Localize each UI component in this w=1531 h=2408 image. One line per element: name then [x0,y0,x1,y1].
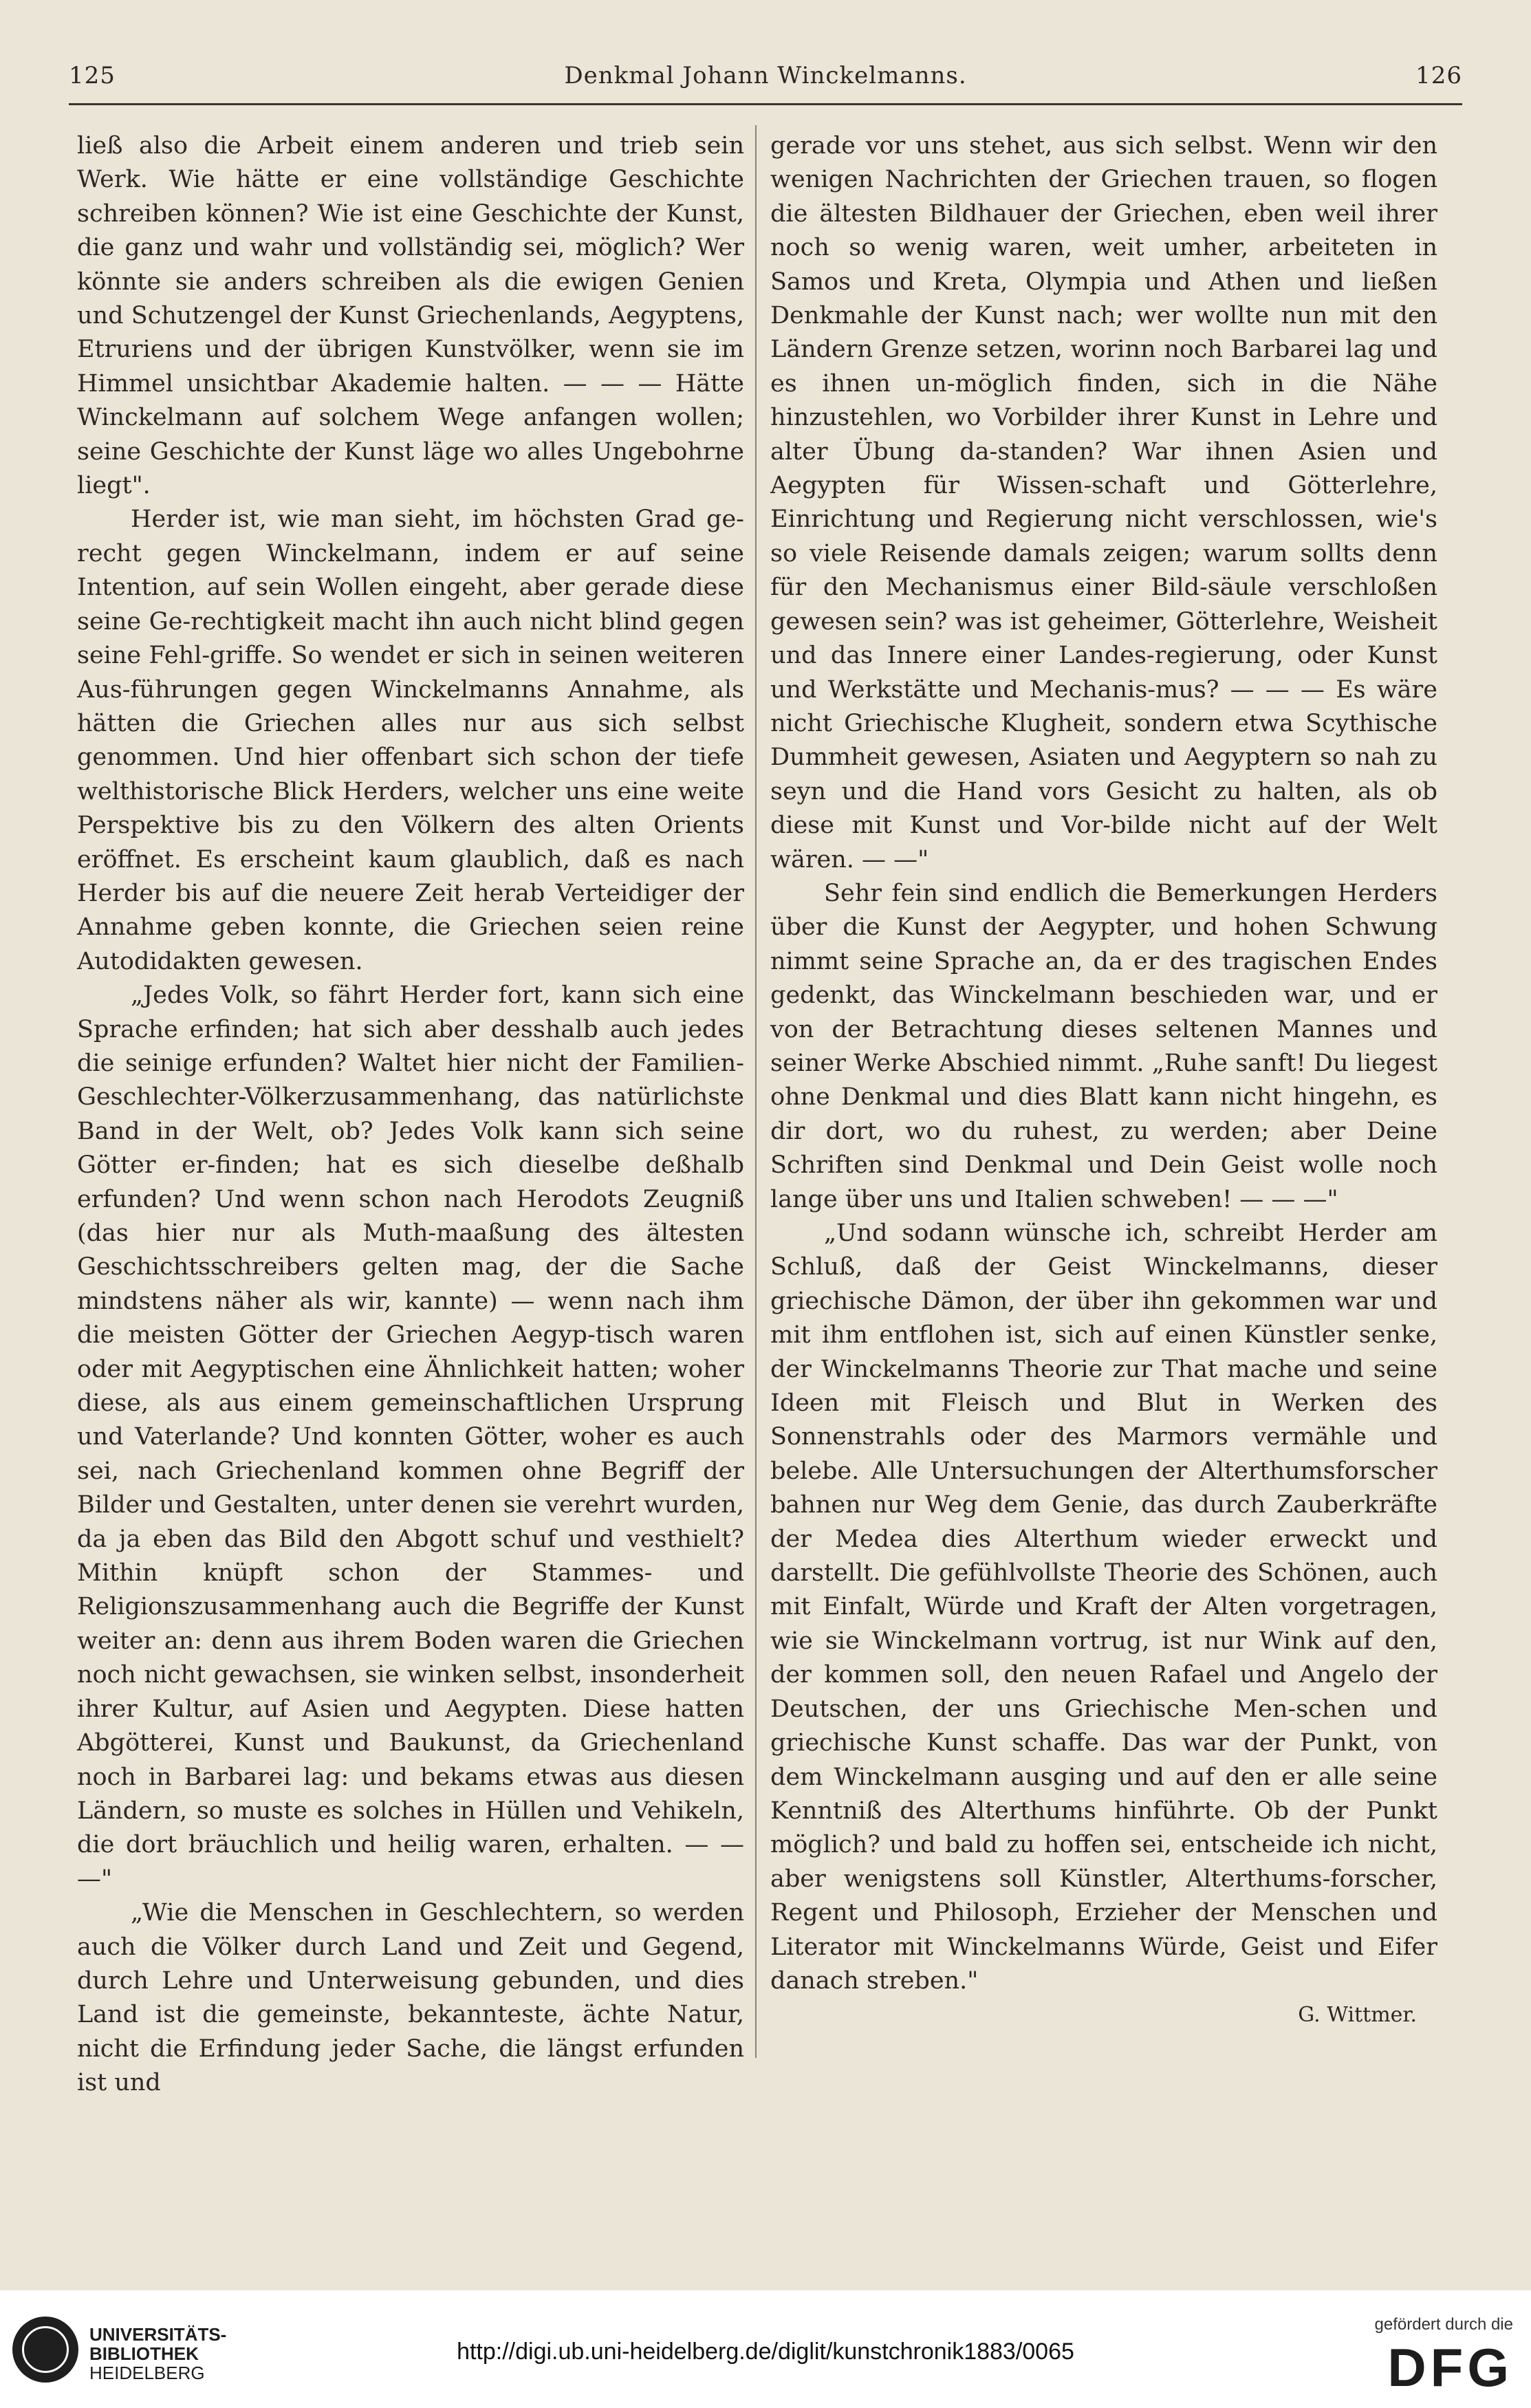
page-number-left: 125 [69,62,116,89]
running-title: Denkmal Johann Winckelmanns. [564,62,967,89]
column-divider [755,125,757,2058]
running-header [48,55,1483,103]
author-signature: G. Wittmer. [1298,2003,1417,2028]
paragraph: Sehr fein sind endlich die Bemerkungen Herders über die Kunst der Aegypter, und hohen Schwung nimmt seine Sprache an, da er des tragischen Endes gedenkt, das Winckelmann beschieden war, und er von der Betrachtung dieses seltenen Mannes und seiner Werke Abschied nimmt. „Ruhe sanft! Du liegest ohne Denkmal und dies Blatt kann nicht hingehn, es dir dort, wo du ruhest, zu werden; aber Deine Schriften sind Denkmal und Dein Geist wolle noch lange über uns und Italien schweben! — — —" [770,879,1437,1213]
university-library-logo[interactable]: UNIVERSITÄTS- BIBLIOTHEK HEIDELBERG [89,2324,227,2383]
page-number-right: 126 [1415,62,1462,89]
right-column [770,129,1437,2032]
paragraph: gerade vor uns stehet, aus sich selbst. Wenn wir den wenigen Nachrichten der Griechen trauen, so flogen die ältesten Bildhauer der Griechen, eben weil ihrer noch so wenig waren, weit umher, arbeiteten in Samos und Kreta, Olympia und Athen und ließen Denkmahle der Kunst nach; wer wollte nun mit den Ländern Grenze setzen, worinn noch Barbarei lag und es ihnen un-möglich finden, sich in die Nähe hinzustehlen, wo Vorbilder ihrer Kunst in Lehre und alter Übung da-standen? War ihnen Asien und Aegypten für Wissen-schaft und Götterlehre, Einrichtung und Regierung nicht verschlossen, wie's so viele Reisende damals zeigen; warum sollts denn für den Mechanismus einer Bild-säule verschloßen gewesen sein? was ist geheimer, Götterlehre, Weisheit und das Innere einer Landes-regierung, oder Kunst und Werkstätte und Mechanis-mus? — — — Es wäre nicht Griechische Klugheit, sondern etwa Scythische Dummheit gewesen, Asiaten und Aegyptern so nah zu seyn und die Hand vors Gesicht zu halten, als ob diese mit Kunst und Vor-bilde nicht auf der Welt wären. — —" [770,132,1437,874]
left-column [77,129,744,2101]
paragraph: „Wie die Menschen in Geschlechtern, so werden auch die Völker durch Land und Zeit und Gegend, durch Lehre und Unterweisung gebunden, und dies Land ist die gemeinste, bekannteste, ächte Natur, nicht die Erfindung jeder Sache, die längst erfunden ist und [77,1899,744,2097]
permalink-url[interactable]: http://digi.ub.uni-heidelberg.de/diglit/kunstchronik1883/0065 [457,2339,1074,2365]
funded-by-label: gefördert durch die [1374,2315,1513,2334]
digitization-footer [0,2290,1531,2408]
paragraph: Herder ist, wie man sieht, im höchsten Grad ge-recht gegen Winckelmann, indem er auf seine Intention, auf sein Wollen eingeht, aber gerade diese seine Ge-rechtigkeit macht ihn auch nicht blind gegen seine Fehl-griffe. So wendet er sich in seinen weiteren Aus-führungen gegen Winckelmanns Annahme, als hätten die Griechen alles nur aus sich selbst genommen. Und hier offenbart sich schon der tiefe welthistorische Blick Herders, welcher uns eine weite Perspektive bis zu den Völkern des alten Orients eröffnet. Es erscheint kaum glaublich, daß es nach Herder bis auf die neuere Zeit herab Verteidiger der Annahme geben konnte, die Griechen seien reine Autodidakten gewesen. [77,506,744,975]
paragraph: „Jedes Volk, so fährt Herder fort, kann sich eine Sprache erfinden; hat sich aber desshalb auch jedes die seinige erfunden? Waltet hier nicht der Familien-Geschlechter-Völkerzusammenhang, das natürlichste Band in der Welt, ob? Jedes Volk kann sich seine Götter er-finden; hat es sich dieselbe deßhalb erfunden? Und wenn schon nach Herodots Zeugniß (das hier nur als Muth-maaßung des ältesten Geschichtsschreibers gelten mag, der die Sache mindstens näher als wir, kannte) — wenn nach ihm die meisten Götter der Griechen Aegyp-tisch waren oder mit Aegyptischen eine Ähnlichkeit hatten; woher diese, als aus einem gemeinschaftlichen Ursprung und Vaterlande? Und konnten Götter, woher es auch sei, nach Griechenland kommen ohne Begriff der Bilder und Gestalten, unter denen sie verehrt wurden, da ja eben das Bild den Abgott schuf und vesthielt? Mithin knüpft schon der Stammes- und Religionszusammenhang auch die Begriffe der Kunst weiter an: denn aus ihrem Boden waren die Griechen noch nicht gewachsen, sie winken selbst, insonderheit ihrer Kultur, auf Asien und Aegypten. Diese hatten Abgötterei, Kunst und Baukunst, da Griechenland noch in Barbarei lag: und bekams etwas aus diesen Ländern, so muste es solches in Hüllen und Vehikeln, die dort bräuchlich und heilig waren, erhalten. — — —" [77,981,744,1893]
dfg-logo[interactable]: DFG [1387,2337,1513,2398]
paragraph: „Und sodann wünsche ich, schreibt Herder am Schluß, daß der Geist Winckelmanns, dieser griechische Dämon, der über ihn gekommen war und mit ihm entflohen ist, sich auf einen Künstler senke, der Winckelmanns Theorie zur That mache und seine Ideen mit Fleisch und Blut in Werken des Sonnenstrahls oder des Marmors vermähle und belebe. Alle Untersuchungen der Alterthumsforscher bahnen nur Weg dem Genie, das durch Zauberkräfte der Medea dies Alterthum wieder erweckt und darstellt. Die gefühlvollste Theorie des Schönen, auch mit Einfalt, Würde und Kraft der Alten vorgetragen, wie sie Winckelmann vortrug, ist nur Wink auf den, der kommen soll, den neuen Rafael und Angelo der Deutschen, der uns Griechische Men-schen und griechische Kunst schaffe. Das war der Punkt, von dem Winckelmann ausging und auf den er alle seine Kenntniß des Alterthums hinführte. Ob der Punkt möglich? und bald zu hoffen sei, entscheide ich nicht, aber wenigstens soll Künstler, Alterthums-forscher, Regent und Philosoph, Erzieher der Menschen und Literator mit Winckelmanns Würde, Geist und Eifer danach streben." [770,1219,1437,1995]
header-rule [69,103,1462,105]
paragraph: ließ also die Arbeit einem anderen und trieb sein Werk. Wie hätte er eine vollständige Geschichte schreiben können? Wie ist eine Geschichte der Kunst, die ganz und wahr und vollständig sei, möglich? Wer könnte sie anders schreiben als die ewigen Genien und Schutzengel der Kunst Griechenlands, Aegyptens, Etruriens und der übrigen Kunstvölker, wenn sie im Himmel unsichtbar Akademie halten. — — — Hätte Winckelmann auf solchem Wege anfangen wollen; seine Geschichte der Kunst läge wo alles Ungebohrne liegt". [77,132,744,500]
